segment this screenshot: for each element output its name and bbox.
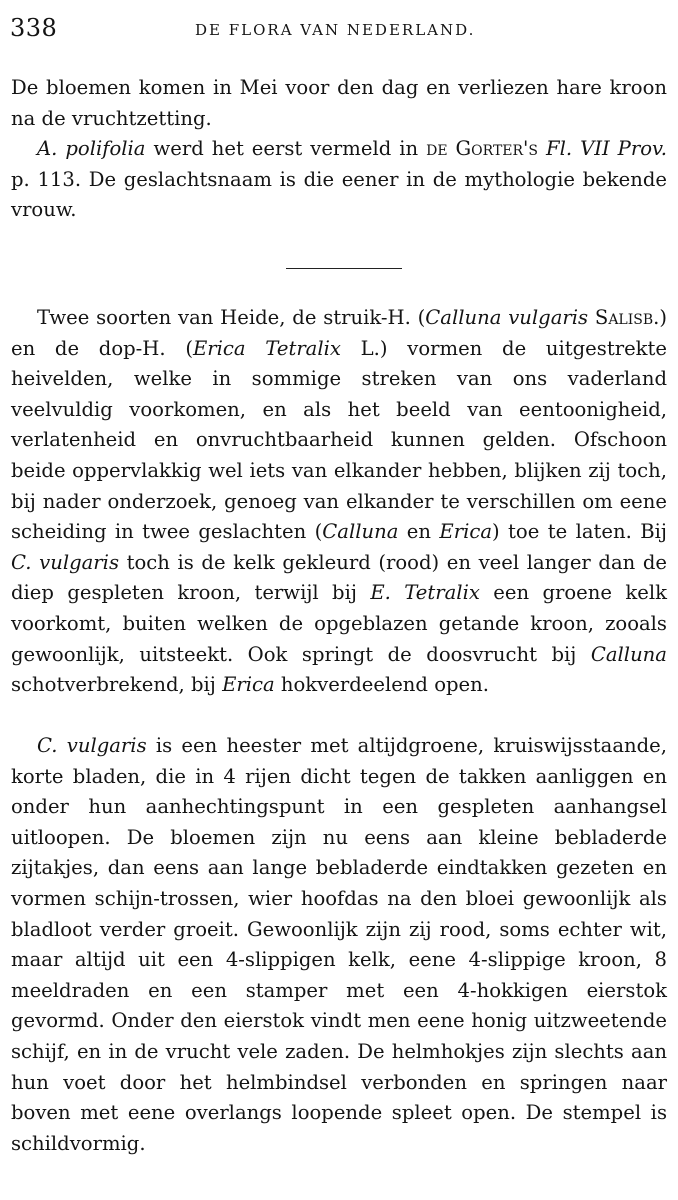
page-header [10, 14, 670, 44]
paragraph-2-text-f: p. 113. De geslachtsnaam is die eener in de mythologie bekende vrouw. [11, 167, 667, 222]
p3-italic-j: Erica [439, 520, 493, 544]
page-number: 338 [10, 14, 58, 42]
p3-text-c [588, 306, 595, 329]
p3-text-e: ) en de dop-H. ( [11, 306, 668, 360]
p3-text-s: hokverdeelend open. [274, 673, 489, 697]
p3-smallcaps-author: Salisb. [594, 306, 660, 329]
p3-text-g: L.) vormen de uitgestrekte heivelden, welke in sommige streken van ons vaderland veelvuldig voorkomen, en als het beeld van eentoonigheid, verlatenheid en onvruchtbaarheid kunnen gelden. Ofschoon beide oppervlakkig wel iets van elkander hebben, blijken zij toch, bij nader onderzoek, genoeg van elkander te verschillen om eene scheiding in twee geslachten ( [11, 336, 668, 544]
paragraph-4 [11, 731, 667, 1159]
paragraph-1: De bloemen komen in Mei voor den dag en verliezen hare kroon na de vruchtzetting. [11, 76, 667, 130]
p3-italic-b: Calluna vulgaris [425, 306, 589, 329]
paragraph-2-italic-work: Fl. VII Prov. [546, 137, 668, 161]
running-title: DE FLORA VAN NEDERLAND. [195, 21, 476, 39]
section-divider [286, 268, 402, 269]
p3-italic-n: E. Tetralix [370, 581, 480, 605]
p3-text-k: ) toe te laten. Bij [492, 520, 667, 544]
p3-text-q: schotverbrekend, bij [11, 673, 223, 697]
p3-italic-r: Erica [222, 673, 275, 697]
paragraph-2-text-b: werd het eerst vermeld in [145, 137, 427, 161]
p4-italic-a: C. vulgaris [37, 734, 147, 757]
p3-italic-p: Calluna [590, 642, 667, 666]
text-block-calluna [11, 731, 667, 1159]
p3-italic-l: C. vulgaris [11, 550, 119, 574]
p3-italic-f: Erica Tetralix [192, 336, 341, 360]
p3-italic-h: Calluna [322, 520, 399, 544]
text-block-heide [11, 303, 667, 701]
p3-text-i: en [398, 520, 440, 544]
paragraph-2-italic-a: A. polifolia [37, 137, 146, 161]
p4-text-b: is een heester met altijdgroene, kruiswijsstaande, korte bladen, die in 4 rijen dicht tegen de takken aanliggen en onder hun aanhechtingspunt in een gespleten aanhangsel uitloopen. De bloemen zijn nu eens aan kleine bebladerde zijtakjes, dan eens aan lange bebladerde eindtakken gezeten en vormen schijn-trossen, wier hoofdas na den bloei gewoonlijk als bladloot verder groeit. Gewoonlijk zijn zij rood, soms echter wit, maar altijd uit een 4-slippigen kelk, eene 4-slippige kroon, 8 meeldraden en een stamper met een 4-hokkigen eierstok gevormd. Onder den eierstok vindt men eene honig uitzweetende schijf, en in de vrucht vele zaden. De helmhokjes zijn slechts aan hun voet door het helmbindsel verbonden en springen naar boven met eene overlangs loopende spleet open. De stempel is schildvormig. [11, 734, 667, 1155]
paragraph-2-smallcaps-author: de Gorter's [426, 137, 539, 161]
paragraph-3 [11, 303, 667, 701]
text-block-top [11, 73, 667, 226]
p3-text-o: een groene kelk voorkomt, buiten welken de opgeblazen getande kroon, zooals gewoonlijk, uitsteekt. Ook springt de doosvrucht bij [11, 581, 667, 666]
p3-text-a: Twee soorten van Heide, de struik-H. ( [37, 306, 426, 329]
paragraph-2-text-d [538, 137, 546, 160]
p3-text-m: toch is de kelk gekleurd (rood) en veel langer dan de diep gespleten kroon, terwijl bij [11, 550, 667, 605]
paragraph-2 [11, 134, 667, 226]
